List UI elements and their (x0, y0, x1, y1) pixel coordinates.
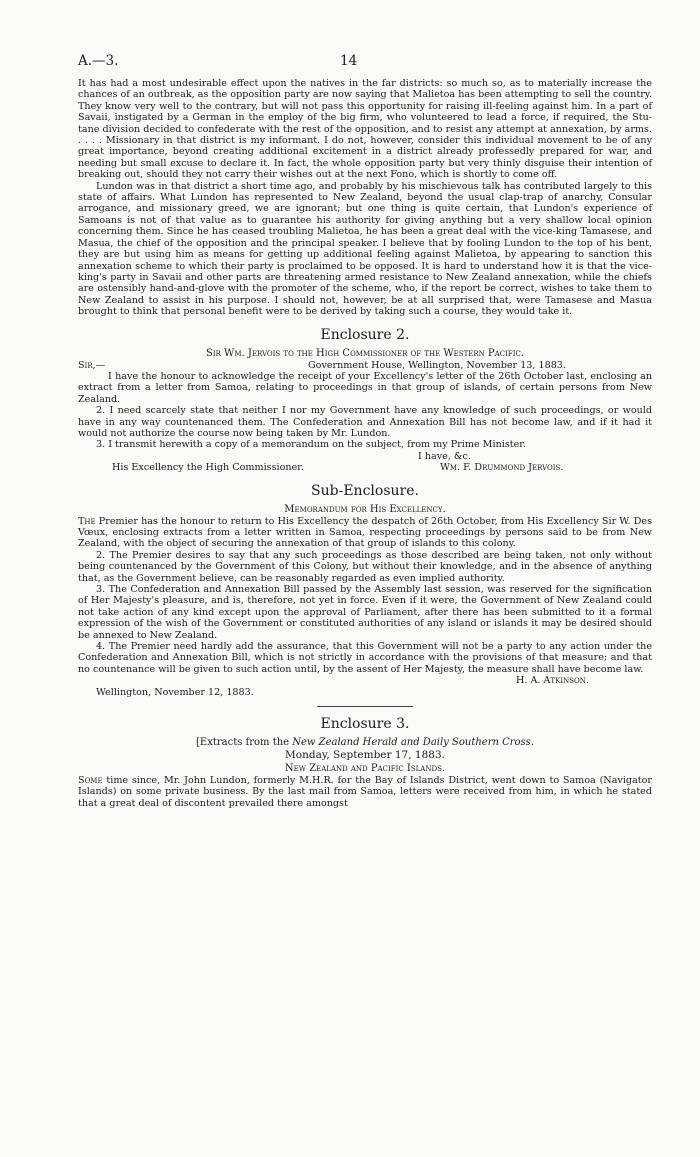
memorandum-paragraph-1-text: Premier has the honour to return to His Excellency the despatch of 26th October, from His Excellency Sir W. Des Vœux, enclosing extracts from a letter written in Samoa, respecting proceedings by persons said to be from New Zealand, with the object of securing the annexation of that group of islands to this colony. (78, 515, 652, 550)
enclosure-3-source (78, 736, 652, 749)
enclosure-2-subtitle: Sir Wm. Jervois to the High Commissioner of the Western Pacific. (205, 347, 524, 359)
enclosure-2-paragraph-3: 3. I transmit herewith a copy of a memorandum on the subject, from my Prime Minister. (96, 439, 526, 451)
atkinson-signature-row (78, 675, 652, 686)
memorandum-date: Wellington, November 12, 1883. (96, 686, 254, 698)
memorandum-date-row (78, 687, 652, 698)
enclosure-3-title: Enclosure 3. (320, 716, 410, 733)
enclosure-3-heading: New Zealand and Pacific Islands. (284, 763, 446, 775)
enclosure-2-paragraph-1: I have the honour to acknowledge the receipt of your Excellency's letter of the 26th October last, enclosing an extract from a letter from Samoa, relating to proceedings in that group of islands, of certain persons from New Zealand. (78, 370, 652, 405)
letter-address: Government House, Wellington, November 13, 1883. (308, 359, 566, 371)
article-paragraph (78, 775, 652, 809)
signature-jervois: Wm. F. Drummond Jervois. (440, 462, 564, 474)
source-prefix: [Extracts from the (196, 737, 293, 749)
intro-paragraph-1: It has had a most undesirable effect upon the natives in the far districts: so much so, as to materially increase the chances of an outbreak, as the opposition party are now saying that Malietoa has been attempting to sell the country. They know very well to the contrary, but will not pass this opportunity for raising ill-feeling against him. In a part of Savaii, instigated by a German in the employ of the big firm, who volunteered to lead a force, if required, the Stu-tane division decided to confederate with the rest of the opposition, and to resist any attempt at annexation, by arms. . . . . Missionary in that district is my informant. I do not, however, consider this individual movement to be of any great importance, beyond creating additional excitement in a district already professedly prepared for war, and needing but small excuse to declare it. In fact, the whole opposition party but very thinly disguise their intention of breaking out, should they not carry their wishes out at the next Fono, which is shortly to come off. (78, 78, 652, 181)
document-page (78, 53, 652, 809)
memorandum-paragraph-3: 3. The Confederation and Annexation Bill passed by the Assembly last session, was reserved for the signification of Her Majesty's pleasure, and is, therefore, not yet in force. Even if it were, the Government of New Zealand could not take action of any kind except upon the approval of Parliament, after there has been submitted to it a formal expression of the wish of the Government or constituted authorities of any island or islands it may be desired should be annexed to New Zealand. (78, 583, 652, 641)
signature-atkinson: H. A. Atkinson. (516, 675, 589, 687)
source-newspaper: New Zealand Herald and Daily Southern Cross. (292, 737, 534, 749)
subenclosure-title: Sub-Enclosure. (311, 482, 419, 499)
article-first-word: Some (78, 775, 103, 787)
paper-reference: A.—3. (78, 53, 119, 69)
salutation-row (78, 360, 652, 371)
enclosure-2-title: Enclosure 2. (320, 326, 410, 343)
intro-paragraph-2: Lundon was in that district a short time ago, and probably by his mischievous talk has contributed largely to this state of affairs. What Lundon has represented to New Zealand, beyond the usual clap-trap of anarchy, Consular arrogance, and missionary greed, we are ignorant; but one thing is quite certain, that Lundon's experience of Samoans is not of that value as to guarantee his authority for giving anything but a very shallow local opinion concerning them. Since he has ceased troubling Malietoa, he has been a great deal with the vice-king Tamasese, and Masua, the chief of the opposition and the principal speaker. I believe that by fooling Lundon to the top of his bent, they are but using him as means for getting up additional feeling against Malietoa, by appearing to sanction this annexation scheme to which their party is proclaimed to be opposed. It is hard to understand how it is that the vice-king's party in Savaii and other parts are threatening armed resistance to New Zealand annexation, while the chiefs are ostensibly hand-and-glove with the promoter of the scheme, who, if the report be correct, wishes to take them to New Zealand to assist in his purpose. I should not, however, be at all surprised that, were Tamasese and Masua brought to think that personal benefit were to be derived by taking such a course, they would take it. (78, 180, 652, 318)
page-header (78, 53, 652, 78)
letter-closing: I have, &c. (418, 450, 471, 462)
memorandum-paragraph-2: 2. The Premier desires to say that any such proceedings as those described are being taken, not only without being countenanced by the Government of this Colony, but without their knowledge, and in the absence of anything that, as the Government believe, can be reasonably regarded as even implied authority. (78, 549, 652, 584)
enclosure-3-date: Monday, September 17, 1883. (285, 749, 445, 762)
salutation: Sir,— (78, 359, 106, 371)
memorandum-first-word: The (78, 515, 96, 527)
addressee-row (78, 462, 652, 473)
closing-row (78, 451, 652, 462)
page-number: 14 (340, 53, 358, 69)
subenclosure-subtitle: Memorandum for His Excellency. (284, 503, 446, 515)
enclosure-2-paragraph-2: 2. I need scarcely state that neither I nor my Government have any knowledge of such proceedings, or would have in any way countenanced them. The Confederation and Annexation Bill has not become law, and if it had it would not authorize the course now being taken by Mr. Lundon. (78, 405, 652, 439)
addressee: His Excellency the High Commissioner. (112, 462, 304, 474)
memorandum-paragraph-4: 4. The Premier need hardly add the assurance, that this Government will not be a party to any action under the Confederation and Annexation Bill, which is not strictly in accordance with the provisions of that measure; and that no countenance will be given to such action until, by the assent of Her Majesty, the measure shall have become law. (78, 641, 652, 675)
section-divider (317, 706, 413, 707)
article-paragraph-text: time since, Mr. John Lundon, formerly M.H.R. for the Bay of Islands District, went down to Samoa (Navigator Islands) on some private business. By the last mail from Samoa, letters were received from him, in which he stated that a great deal of discontent prevailed there amongst (78, 775, 652, 809)
memorandum-paragraph-1 (78, 516, 652, 550)
